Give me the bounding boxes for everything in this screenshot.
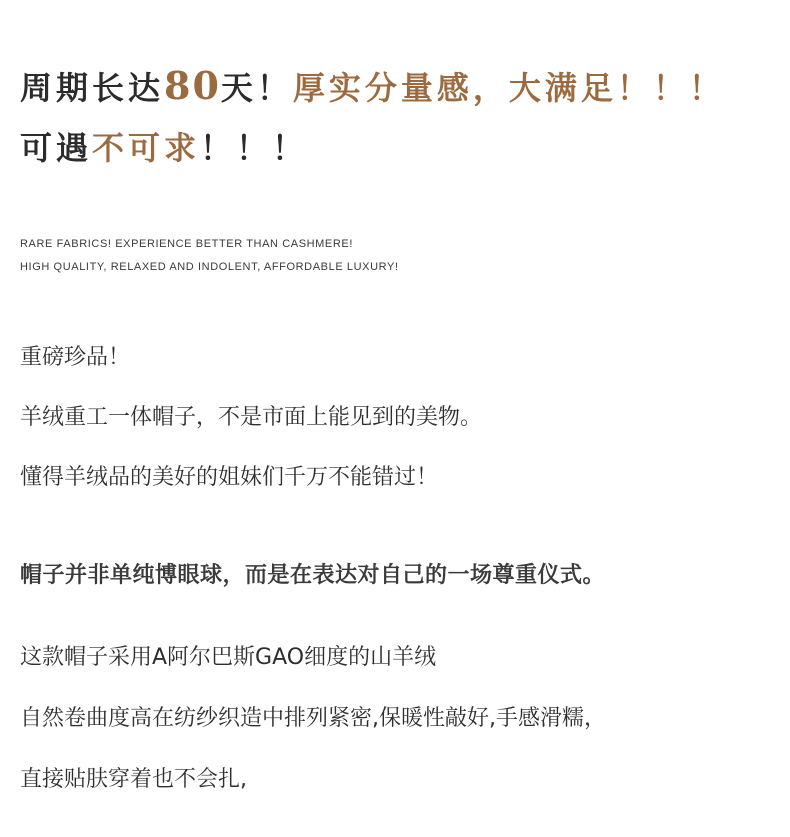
headline-days-suffix: 天！ — [220, 69, 293, 107]
headline-accent-text: 厚实分量感，大满足！！！ — [292, 69, 725, 107]
detail-line-3: 直接贴肤穿着也不会扎, — [20, 767, 247, 792]
headline-rare-accent: 不可求 — [92, 129, 201, 167]
tagline-line-1: RARE FABRICS! EXPERIENCE BETTER THAN CASHMERE! — [20, 238, 354, 250]
headline-rare-prefix: 可遇 — [20, 129, 93, 167]
highlight-statement: 帽子并非单纯博眼球，而是在表达对自己的一场尊重仪式。 — [20, 563, 606, 588]
headline-rare-suffix: ！！！ — [200, 129, 309, 167]
detail-line-2: 自然卷曲度高在纺纱织造中排列紧密,保暖性敲好,手感滑糯， — [20, 706, 606, 731]
intro-line-2: 羊绒重工一体帽子，不是市面上能见到的美物。 — [20, 405, 483, 430]
headline-period-text: 周期长达 — [20, 69, 165, 107]
detail-line-1: 这款帽子采用A阿尔巴斯GAO细度的山羊绒 — [20, 645, 437, 670]
intro-line-3: 懂得羊绒品的美好的姐妹们千万不能错过！ — [20, 465, 439, 490]
intro-line-1: 重磅珍品！ — [20, 345, 131, 370]
headline-line-2 — [20, 128, 308, 168]
headline-days-number: 80 — [164, 63, 221, 108]
headline-line-1 — [20, 63, 725, 108]
tagline-line-2: HIGH QUALITY, RELAXED AND INDOLENT, AFFORDABLE LUXURY! — [20, 261, 399, 273]
